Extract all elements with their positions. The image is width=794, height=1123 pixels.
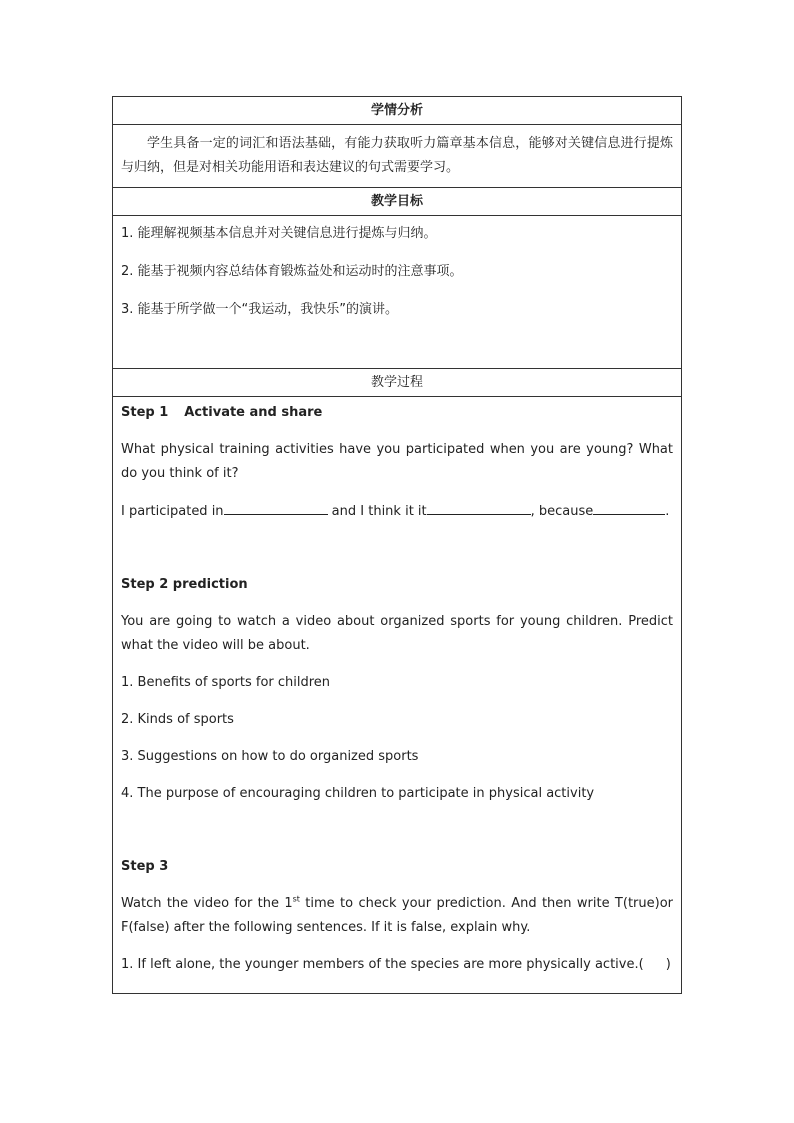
process-content — [113, 397, 682, 994]
goals-header: 教学目标 — [113, 188, 682, 216]
step2-heading: Step 2 prediction — [121, 577, 248, 592]
goal-item: 3. 能基于所学做一个“我运动，我快乐”的演讲。 — [121, 302, 399, 317]
statement-text: ) — [665, 957, 671, 972]
step3-heading: Step 3 — [121, 859, 169, 874]
lesson-plan-table — [112, 96, 682, 994]
statement-text: 1. If left alone, the younger members of the species are more physically active.( — [121, 957, 644, 972]
step1-sentence-frame — [121, 499, 673, 524]
answer-blank — [224, 499, 328, 515]
prediction-option: 2. Kinds of sports — [121, 712, 234, 727]
step1-question: What physical training activities have you participated when you are young? What do you think of it? — [121, 442, 673, 481]
frame-text: I participated in — [121, 504, 224, 519]
prediction-option: 1. Benefits of sports for children — [121, 675, 331, 690]
process-header: 教学过程 — [113, 369, 682, 397]
situation-body: 学生具备一定的词汇和语法基础，有能力获取听力篇章基本信息，能够对关键信息进行提炼与归纳，但是对相关功能用语和表达建议的句式需要学习。 — [113, 125, 682, 188]
step1-heading — [121, 401, 673, 425]
prediction-option: 3. Suggestions on how to do organized sports — [121, 749, 419, 764]
instruction-text: time to check your prediction. And then write T(true)or F(false) after the following sentences. If it is false, explain why. — [121, 896, 673, 935]
goal-item: 1. 能理解视频基本信息并对关键信息进行提炼与归纳。 — [121, 226, 437, 241]
answer-blank — [593, 499, 665, 515]
step1-label: Step 1 — [121, 405, 169, 420]
frame-text: and I think it it — [327, 504, 427, 519]
step3-instruction — [121, 892, 673, 940]
prediction-option: 4. The purpose of encouraging children to participate in physical activity — [121, 786, 595, 801]
step2-instruction: You are going to watch a video about organized sports for young children. Predict what the video will be about. — [121, 614, 673, 653]
situation-header: 学情分析 — [113, 97, 682, 125]
instruction-text: Watch the video for the 1 — [121, 896, 293, 911]
step1-title: Activate and share — [184, 405, 323, 420]
goals-list — [113, 216, 682, 369]
ordinal-suffix: st — [292, 894, 300, 904]
true-false-item — [121, 953, 673, 977]
frame-text: , because — [530, 504, 594, 519]
goal-item: 2. 能基于视频内容总结体育锻炼益处和运动时的注意事项。 — [121, 264, 463, 279]
frame-text: . — [665, 504, 670, 519]
answer-blank — [427, 499, 531, 515]
